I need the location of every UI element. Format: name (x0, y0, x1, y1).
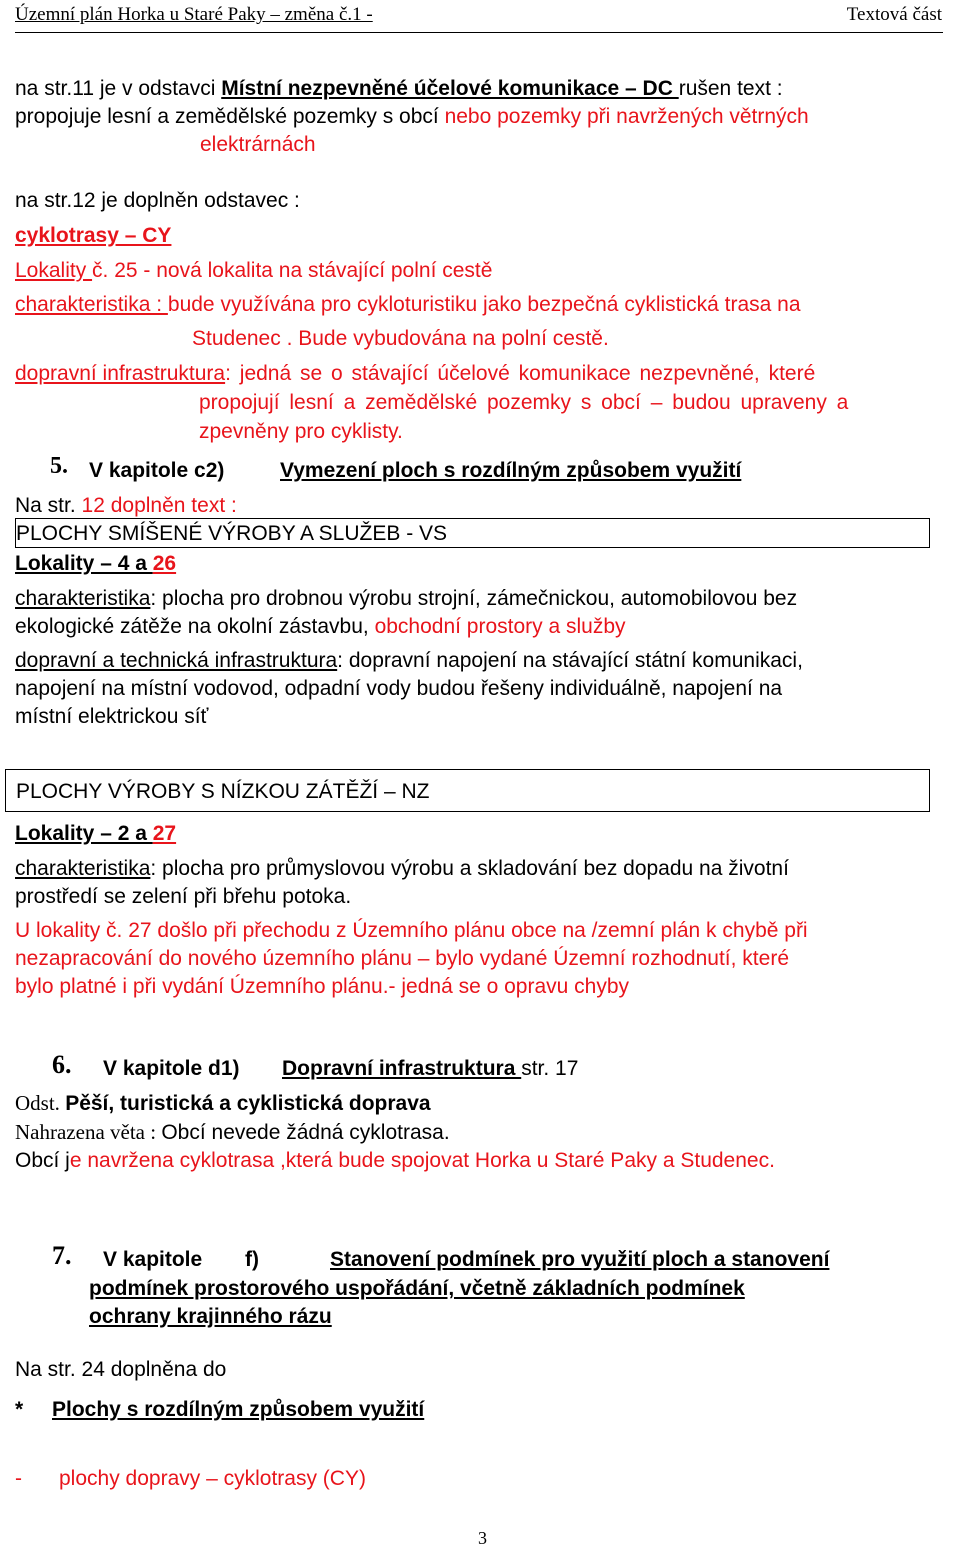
s5-red1: U lokality č. 27 došlo při přechodu z Územního plánu obce na /zemní plán k chybě při (15, 919, 808, 942)
s5-char1-text-b: ekologické zátěže na okolní zástavbu, (15, 615, 375, 638)
s5-red2: nezapracování do nového územního plánu – bylo vydané Územní rozhodnutí, které (15, 947, 789, 970)
p2-char-text2: Studenec . Bude vybudována na polní cestě. (192, 327, 609, 350)
s5-na-str (15, 493, 237, 518)
s7-star: * (15, 1398, 24, 1421)
s5-lok1-b: 26 (152, 552, 177, 575)
p1-intro: na str.11 je v odstavci (15, 77, 222, 100)
s6-title-line (282, 1056, 578, 1081)
s5-char1 (15, 586, 797, 611)
p2-char (15, 292, 801, 317)
s6-nahr (15, 1120, 450, 1145)
s5-char2-label: charakteristika (15, 857, 151, 880)
s5-char1-text-c: obchodní prostory a služby (374, 615, 626, 638)
p2-intro: na str.12 je doplněn odstavec : (15, 189, 300, 212)
p2-lokality (15, 258, 492, 283)
s5-char2 (15, 856, 789, 881)
s6-title: Dopravní infrastruktura (282, 1057, 522, 1080)
s5-char1-line2 (15, 614, 626, 639)
s5-red3: bylo platné i při vydání Územního plánu.- jedná se o opravu chyby (15, 975, 630, 998)
s6-obci-a: Obcí j (15, 1149, 70, 1172)
s6-obci-b: e navržena cyklotrasa ,která bude spojovat Horka u Staré Paky a Studenec. (69, 1149, 775, 1172)
s7-title2: podmínek prostorového uspořádání, včetně základních podmínek (89, 1277, 745, 1300)
s5-na-str-b: 12 doplněn text : (81, 494, 237, 517)
s5-lok2-b: 27 (152, 822, 177, 845)
header-left: Územní plán Horka u Staré Paky – změna č.1 - (15, 4, 373, 25)
s5-lok1-a: Lokality – 4 a (15, 552, 153, 575)
s5-lok2-a: Lokality – 2 a (15, 822, 153, 845)
s6-odst (15, 1091, 431, 1116)
s7-na-str: Na str. 24 doplněna do (15, 1358, 227, 1381)
s6-kap: V kapitole d1) (103, 1057, 240, 1080)
s6-odst-title: Pěší, turistická a cyklistická doprava (65, 1092, 431, 1115)
s5-na-str-a: Na str. (15, 494, 82, 517)
s7-title3: ochrany krajinného rázu (89, 1305, 332, 1328)
s5-box2-label: PLOCHY VÝROBY S NÍZKOU ZÁTĚŽÍ – NZ (16, 780, 430, 803)
p2-char-label: charakteristika : (15, 293, 168, 316)
s5-char1-text-a: : plocha pro drobnou výrobu strojní, zámečnickou, automobilovou bez (150, 587, 798, 610)
p2-dop (15, 361, 955, 386)
p2-heading: cyklotrasy – CY (15, 224, 172, 247)
s5-dop1 (15, 648, 803, 673)
s6-nahr-label: Nahrazena věta : (15, 1120, 162, 1144)
s5-lok2 (15, 821, 176, 846)
s7-f: f) (245, 1248, 259, 1271)
header-right: Textová část (846, 4, 942, 25)
s7-title1: Stanovení podmínek pro využití ploch a stanovení (330, 1248, 830, 1271)
s5-title: Vymezení ploch s rozdílným způsobem využití (280, 459, 742, 482)
s5-char2-text1: : plocha pro průmyslovou výrobu a skladování bez dopadu na životní (150, 857, 789, 880)
p2-dop-text1: : jedná se o stávající účelové komunikace nezpevněné, které (225, 362, 816, 385)
p1-line2 (15, 104, 809, 129)
s5-char2-text2: prostředí se zelení při břehu potoka. (15, 885, 352, 908)
p1-line3: elektrárnách (200, 133, 316, 156)
p1-term: Místní nezpevněné účelové komunikace – DC (221, 77, 679, 100)
page-number: 3 (478, 1528, 487, 1548)
s5-char1-label: charakteristika (15, 587, 151, 610)
s5-num: 5. (50, 453, 68, 479)
p1-line2-red: nebo pozemky při navržených větrných (444, 105, 809, 128)
s6-obci (15, 1148, 775, 1173)
s7-dash: - (15, 1467, 22, 1490)
header-rule (15, 32, 943, 33)
s7-plochy: Plochy s rozdílným způsobem využití (52, 1398, 425, 1421)
s7-num: 7. (52, 1241, 72, 1270)
s6-num: 6. (52, 1050, 72, 1079)
p2-dop-label: dopravní infrastruktura (15, 362, 226, 385)
s5-box1-label: PLOCHY SMÍŠENÉ VÝROBY A SLUŽEB - VS (16, 522, 448, 545)
s6-str: str. 17 (521, 1057, 579, 1080)
p1-line2-black: propojuje lesní a zemědělské pozemky s obcí (15, 105, 445, 128)
s5-dop1-text2: napojení na místní vodovod, odpadní vody budou řešeny individuálně, napojení na (15, 677, 783, 700)
p2-lokality-label: Lokality (15, 259, 93, 282)
p1-line1 (15, 76, 783, 101)
p2-char-text1: bude využívána pro cykloturistiku jako bezpečná cyklistická trasa na (167, 293, 801, 316)
s6-nahr-text: Obcí nevede žádná cyklotrasa. (161, 1121, 450, 1144)
s5-lok1 (15, 551, 176, 576)
p1-rusen: rušen text : (678, 77, 783, 100)
s6-odst-label: Odst. (15, 1091, 66, 1115)
s5-kap: V kapitole c2) (89, 459, 225, 482)
s7-kap: V kapitole (103, 1248, 203, 1271)
s5-dop1-label: dopravní a technická infrastruktura (15, 649, 338, 672)
p2-dop-text3: zpevněny pro cyklisty. (199, 420, 403, 443)
s5-dop1-text1: : dopravní napojení na stávající státní komunikaci, (337, 649, 803, 672)
p2-dop-text2: propojují lesní a zemědělské pozemky s obcí – budou upraveny a (199, 391, 849, 414)
s7-cy: plochy dopravy – cyklotrasy (CY) (59, 1467, 366, 1490)
s5-dop1-text3: místní elektrickou síť (15, 705, 209, 728)
p2-lokality-text: č. 25 - nová lokalita na stávající polní cestě (92, 259, 493, 282)
